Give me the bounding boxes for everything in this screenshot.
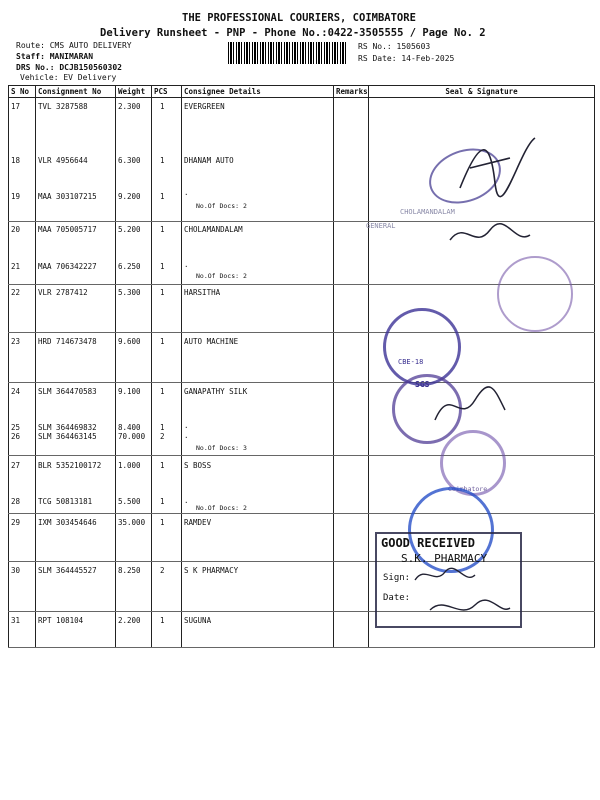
sgs-stamp-text: SGS [415,380,430,389]
cbe-stamp-text: CBE-18 [398,358,424,366]
company-title: THE PROFESSIONAL COURIERS, COIMBATORE [182,12,416,24]
date-label: Date: [383,593,411,603]
runsheet-subtitle: Delivery Runsheet - PNP - Phone No.:0422-3505555 / Page No. 2 [100,27,486,39]
coimbatore-stamp-text: Coimbatore [448,485,488,493]
signature-24 [430,380,510,430]
table-row: 17 TVL 3287588 2.300 1 EVERGREEN [9,98,595,152]
signature-20 [445,215,535,255]
col-pcs: PCS [152,86,182,98]
col-weight: Weight [116,86,152,98]
signature-18 [440,128,550,208]
signature-30 [410,560,520,630]
table-row: 31 RPT 108104 2.200 1 SUGUNA [9,612,595,648]
col-remarks: Remarks [334,86,369,98]
table-row: 27 28 BLR 5352100172 TCG 50813181 1.000 5.500 1 1 S BOSS . No.Of Docs: 2 [9,456,595,514]
table-row: 18 19 VLR 4956644 MAA 303107215 6.300 9.200 1 1 DHANAM AUTO . No.Of Docs: 2 [9,152,595,222]
table-row: 24 25 26 SLM 364470583 SLM 364469832 SLM 364463145 9.100 8.400 70.000 1 1 2 GANAPATHY SILK . . No.Of Docs: 3 [9,383,595,456]
col-consignment: Consignment No [36,86,116,98]
rs-date: RS Date: 14-Feb-2025 [358,54,455,63]
sign-label: Sign: [383,573,411,583]
drs-number: DRS No.: DCJB150560302 [16,63,122,72]
table-row: 30 SLM 364445527 8.250 2 S K PHARMACY [9,562,595,612]
barcode [228,42,346,64]
seal-stamp-22 [497,256,573,332]
vehicle-label: Vehicle: EV Delivery [20,73,117,82]
general-stamp-text: GENERAL [366,222,396,230]
rs-number: RS No.: 1505603 [358,42,431,51]
staff-label: Staff: MANIMARAN [16,52,94,61]
table-row: 20 21 MAA 705005717 MAA 706342227 5.200 6.250 1 1 CHOLAMANDALAM . No.Of Docs: 2 [9,222,595,285]
table-row: 23 HRD 714673478 9.600 1 AUTO MACHINE [9,333,595,383]
received-by-text: S.K. PHARMACY [401,552,488,565]
table-row: 22 VLR 2787412 5.300 1 HARSITHA [9,285,595,333]
col-sno: S No [9,86,36,98]
cholamandalam-stamp-text: CHOLAMANDALAM [400,208,455,216]
col-seal: Seal & Signature [369,86,595,98]
table-header-row [9,86,595,98]
route-label: Route: CMS AUTO DELIVERY [16,41,132,50]
table-row: 29 IXM 303454646 35.000 1 RAMDEV [9,514,595,562]
good-received-text: GOOD RECEIVED [381,536,475,550]
col-consignee: Consignee Details [182,86,334,98]
